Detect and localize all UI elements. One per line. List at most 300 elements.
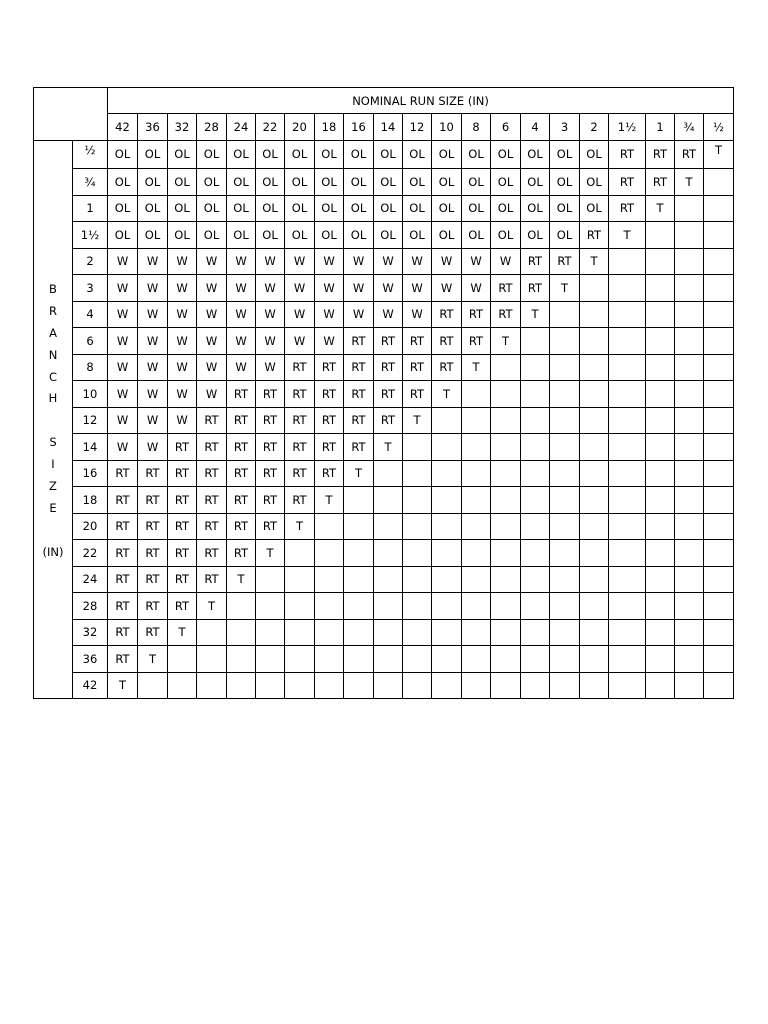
- connection-cell: RT: [285, 407, 315, 434]
- connection-cell: [609, 566, 646, 593]
- connection-cell: W: [285, 301, 315, 328]
- connection-cell: W: [138, 248, 168, 275]
- connection-cell: OL: [374, 195, 403, 222]
- connection-cell: RT: [227, 407, 256, 434]
- connection-cell: W: [315, 301, 344, 328]
- connection-cell: [675, 619, 704, 646]
- connection-cell: [491, 354, 521, 381]
- connection-cell: OL: [491, 140, 521, 169]
- run-size-header: 1: [646, 114, 675, 141]
- table-row: [34, 672, 734, 699]
- connection-cell: RT: [521, 275, 550, 302]
- connection-cell: OL: [138, 222, 168, 249]
- table-row: [34, 140, 734, 169]
- connection-cell: RT: [227, 381, 256, 408]
- connection-cell: W: [197, 301, 227, 328]
- connection-cell: RT: [108, 513, 138, 540]
- connection-cell: OL: [315, 169, 344, 196]
- connection-cell: OL: [227, 195, 256, 222]
- connection-cell: [675, 434, 704, 461]
- connection-cell: [462, 672, 491, 699]
- connection-cell: W: [197, 275, 227, 302]
- connection-cell: W: [374, 301, 403, 328]
- connection-cell: [403, 672, 432, 699]
- connection-cell: [675, 301, 704, 328]
- connection-cell: W: [168, 248, 197, 275]
- connection-cell: [197, 672, 227, 699]
- branch-label-letter: B: [49, 281, 57, 296]
- connection-cell: OL: [491, 222, 521, 249]
- connection-cell: [609, 460, 646, 487]
- connection-cell: W: [108, 434, 138, 461]
- connection-cell: RT: [374, 381, 403, 408]
- connection-cell: OL: [403, 140, 432, 169]
- table-row: [34, 195, 734, 222]
- connection-cell: [675, 275, 704, 302]
- connection-cell: [609, 434, 646, 461]
- connection-cell: W: [108, 328, 138, 355]
- connection-cell: RT: [227, 513, 256, 540]
- connection-cell: RT: [285, 487, 315, 514]
- connection-cell: OL: [432, 140, 462, 169]
- run-size-header: 28: [197, 114, 227, 141]
- connection-cell: W: [108, 407, 138, 434]
- connection-cell: OL: [197, 222, 227, 249]
- connection-cell: [675, 593, 704, 620]
- connection-cell: RT: [138, 619, 168, 646]
- connection-cell: OL: [227, 140, 256, 169]
- connection-cell: OL: [374, 169, 403, 196]
- connection-cell: OL: [256, 222, 285, 249]
- connection-cell: RT: [227, 460, 256, 487]
- connection-cell: [315, 513, 344, 540]
- connection-cell: [609, 407, 646, 434]
- branch-size-cell: ¾: [73, 169, 108, 196]
- connection-cell: [646, 460, 675, 487]
- connection-cell: [256, 619, 285, 646]
- connection-cell: RT: [227, 540, 256, 567]
- connection-cell: [580, 619, 609, 646]
- connection-cell: [675, 328, 704, 355]
- connection-cell: [285, 566, 315, 593]
- connection-cell: W: [197, 381, 227, 408]
- table-title: NOMINAL RUN SIZE (IN): [108, 88, 734, 114]
- connection-cell: RT: [138, 566, 168, 593]
- connection-cell: [704, 487, 734, 514]
- connection-cell: W: [227, 301, 256, 328]
- connection-cell: T: [609, 222, 646, 249]
- branch-size-cell: 3: [73, 275, 108, 302]
- connection-cell: RT: [315, 354, 344, 381]
- connection-cell: W: [108, 248, 138, 275]
- connection-cell: [704, 407, 734, 434]
- connection-cell: W: [168, 301, 197, 328]
- connection-cell: [609, 487, 646, 514]
- connection-cell: T: [432, 381, 462, 408]
- connection-cell: [704, 301, 734, 328]
- connection-cell: [704, 354, 734, 381]
- connection-cell: OL: [344, 222, 374, 249]
- connection-cell: [675, 195, 704, 222]
- connection-cell: [462, 407, 491, 434]
- connection-cell: [580, 328, 609, 355]
- connection-cell: RT: [285, 381, 315, 408]
- connection-cell: W: [227, 275, 256, 302]
- connection-cell: OL: [403, 195, 432, 222]
- connection-cell: [462, 460, 491, 487]
- connection-cell: [704, 672, 734, 699]
- connection-cell: OL: [550, 222, 580, 249]
- connection-cell: [521, 487, 550, 514]
- connection-cell: W: [315, 248, 344, 275]
- connection-cell: OL: [168, 140, 197, 169]
- connection-cell: [646, 672, 675, 699]
- connection-cell: [580, 540, 609, 567]
- connection-cell: OL: [403, 169, 432, 196]
- connection-cell: OL: [138, 169, 168, 196]
- connection-cell: [138, 672, 168, 699]
- connection-cell: OL: [550, 140, 580, 169]
- table-row: [34, 354, 734, 381]
- connection-cell: [197, 646, 227, 673]
- branch-label-letter: (IN): [42, 544, 64, 559]
- connection-cell: [403, 619, 432, 646]
- connection-cell: [675, 646, 704, 673]
- connection-cell: RT: [197, 566, 227, 593]
- connection-cell: OL: [462, 140, 491, 169]
- connection-cell: W: [256, 248, 285, 275]
- connection-cell: W: [168, 354, 197, 381]
- table-row: [34, 381, 734, 408]
- connection-cell: W: [256, 354, 285, 381]
- connection-cell: [704, 381, 734, 408]
- connection-cell: [580, 354, 609, 381]
- connection-cell: [285, 540, 315, 567]
- connection-cell: [462, 646, 491, 673]
- connection-cell: W: [256, 301, 285, 328]
- connection-cell: [704, 619, 734, 646]
- connection-cell: [197, 619, 227, 646]
- connection-cell: [374, 566, 403, 593]
- connection-cell: RT: [108, 460, 138, 487]
- connection-cell: T: [315, 487, 344, 514]
- connection-cell: [432, 407, 462, 434]
- connection-cell: [374, 619, 403, 646]
- branch-size-cell: 1½: [73, 222, 108, 249]
- connection-cell: [432, 619, 462, 646]
- connection-cell: W: [403, 248, 432, 275]
- connection-cell: [646, 513, 675, 540]
- connection-cell: RT: [609, 140, 646, 169]
- connection-cell: T: [227, 566, 256, 593]
- connection-cell: [462, 434, 491, 461]
- table-row: [34, 222, 734, 249]
- connection-cell: OL: [315, 195, 344, 222]
- connection-cell: W: [168, 407, 197, 434]
- connection-cell: RT: [374, 328, 403, 355]
- connection-cell: [675, 381, 704, 408]
- connection-cell: W: [108, 381, 138, 408]
- connection-cell: [432, 487, 462, 514]
- connection-cell: [344, 513, 374, 540]
- connection-cell: T: [256, 540, 285, 567]
- branch-size-label: [34, 140, 73, 699]
- connection-cell: W: [344, 301, 374, 328]
- connection-cell: [403, 487, 432, 514]
- connection-cell: RT: [285, 460, 315, 487]
- connection-cell: W: [197, 354, 227, 381]
- connection-cell: RT: [609, 169, 646, 196]
- connection-cell: RT: [108, 593, 138, 620]
- connection-cell: RT: [675, 140, 704, 169]
- connection-cell: [315, 646, 344, 673]
- branch-connection-table: [33, 87, 734, 699]
- connection-cell: [580, 593, 609, 620]
- connection-cell: [227, 619, 256, 646]
- connection-cell: RT: [108, 540, 138, 567]
- connection-cell: [521, 434, 550, 461]
- connection-cell: [315, 619, 344, 646]
- branch-label-letter: A: [49, 325, 57, 340]
- connection-cell: OL: [491, 169, 521, 196]
- table-row: [34, 487, 734, 514]
- connection-cell: [521, 672, 550, 699]
- run-size-header: 12: [403, 114, 432, 141]
- connection-cell: [491, 407, 521, 434]
- connection-cell: OL: [521, 195, 550, 222]
- connection-cell: RT: [108, 646, 138, 673]
- connection-cell: [646, 222, 675, 249]
- connection-cell: [675, 672, 704, 699]
- run-size-header: 16: [344, 114, 374, 141]
- connection-cell: RT: [138, 540, 168, 567]
- connection-cell: [550, 301, 580, 328]
- connection-cell: RT: [432, 301, 462, 328]
- connection-cell: [432, 593, 462, 620]
- connection-cell: [580, 434, 609, 461]
- connection-cell: [550, 354, 580, 381]
- connection-cell: W: [108, 354, 138, 381]
- connection-cell: RT: [256, 381, 285, 408]
- connection-cell: [550, 513, 580, 540]
- connection-cell: W: [227, 354, 256, 381]
- connection-cell: RT: [315, 381, 344, 408]
- connection-cell: RT: [344, 434, 374, 461]
- connection-cell: T: [646, 195, 675, 222]
- connection-cell: W: [138, 275, 168, 302]
- connection-cell: T: [521, 301, 550, 328]
- run-size-header: 1½: [609, 114, 646, 141]
- connection-cell: [315, 593, 344, 620]
- connection-cell: [675, 354, 704, 381]
- connection-cell: [491, 593, 521, 620]
- connection-cell: OL: [197, 195, 227, 222]
- connection-cell: W: [315, 275, 344, 302]
- connection-cell: [491, 672, 521, 699]
- connection-cell: [491, 513, 521, 540]
- branch-label-letter: [34, 520, 72, 542]
- run-size-header: 36: [138, 114, 168, 141]
- branch-size-cell: 1: [73, 195, 108, 222]
- connection-cell: [462, 381, 491, 408]
- connection-cell: [521, 566, 550, 593]
- connection-cell: [580, 487, 609, 514]
- connection-cell: W: [285, 275, 315, 302]
- connection-cell: [704, 248, 734, 275]
- connection-cell: OL: [168, 195, 197, 222]
- connection-cell: [256, 672, 285, 699]
- run-size-header: 24: [227, 114, 256, 141]
- connection-cell: [580, 275, 609, 302]
- connection-cell: RT: [138, 460, 168, 487]
- run-size-header-row: [34, 114, 734, 141]
- connection-cell: [285, 646, 315, 673]
- connection-cell: W: [197, 328, 227, 355]
- connection-cell: OL: [432, 169, 462, 196]
- connection-cell: [550, 434, 580, 461]
- connection-cell: W: [285, 248, 315, 275]
- connection-cell: [403, 434, 432, 461]
- connection-cell: [432, 513, 462, 540]
- connection-cell: [403, 460, 432, 487]
- table-row: [34, 619, 734, 646]
- connection-cell: [646, 487, 675, 514]
- connection-cell: RT: [646, 140, 675, 169]
- connection-cell: [704, 434, 734, 461]
- connection-cell: [521, 328, 550, 355]
- connection-cell: OL: [108, 195, 138, 222]
- connection-cell: [646, 328, 675, 355]
- connection-cell: OL: [580, 169, 609, 196]
- connection-cell: [550, 328, 580, 355]
- branch-label-letter: I: [51, 457, 55, 472]
- connection-cell: RT: [374, 407, 403, 434]
- run-size-header: 2: [580, 114, 609, 141]
- connection-cell: RT: [227, 487, 256, 514]
- connection-cell: [462, 513, 491, 540]
- connection-cell: [580, 381, 609, 408]
- connection-cell: [550, 566, 580, 593]
- run-size-header: 6: [491, 114, 521, 141]
- connection-cell: [344, 672, 374, 699]
- connection-cell: [704, 513, 734, 540]
- connection-cell: RT: [256, 460, 285, 487]
- connection-cell: [580, 566, 609, 593]
- connection-cell: W: [168, 381, 197, 408]
- connection-cell: T: [138, 646, 168, 673]
- connection-cell: [285, 672, 315, 699]
- connection-cell: [609, 275, 646, 302]
- connection-cell: [374, 540, 403, 567]
- connection-cell: [550, 672, 580, 699]
- connection-cell: [344, 566, 374, 593]
- connection-cell: RT: [403, 354, 432, 381]
- connection-cell: [704, 169, 734, 196]
- connection-cell: [550, 381, 580, 408]
- connection-cell: [675, 540, 704, 567]
- connection-cell: RT: [344, 381, 374, 408]
- connection-cell: OL: [462, 169, 491, 196]
- connection-cell: [285, 593, 315, 620]
- connection-cell: [580, 672, 609, 699]
- connection-cell: OL: [521, 140, 550, 169]
- table-row: [34, 301, 734, 328]
- connection-cell: RT: [197, 407, 227, 434]
- connection-cell: RT: [550, 248, 580, 275]
- connection-cell: W: [432, 275, 462, 302]
- connection-cell: [344, 619, 374, 646]
- connection-cell: RT: [197, 434, 227, 461]
- connection-cell: RT: [344, 328, 374, 355]
- connection-cell: W: [462, 275, 491, 302]
- connection-cell: RT: [168, 434, 197, 461]
- branch-size-cell: 6: [73, 328, 108, 355]
- run-size-header: 18: [315, 114, 344, 141]
- connection-cell: OL: [227, 169, 256, 196]
- connection-cell: [580, 646, 609, 673]
- connection-cell: W: [227, 248, 256, 275]
- connection-cell: OL: [462, 222, 491, 249]
- connection-cell: [256, 646, 285, 673]
- connection-cell: [675, 513, 704, 540]
- connection-cell: OL: [197, 169, 227, 196]
- connection-cell: [704, 566, 734, 593]
- connection-cell: W: [168, 328, 197, 355]
- connection-cell: [609, 593, 646, 620]
- table-row: [34, 513, 734, 540]
- connection-cell: RT: [609, 195, 646, 222]
- connection-cell: OL: [285, 169, 315, 196]
- connection-cell: OL: [344, 169, 374, 196]
- connection-cell: W: [344, 248, 374, 275]
- connection-cell: [374, 672, 403, 699]
- connection-cell: T: [197, 593, 227, 620]
- connection-cell: [580, 513, 609, 540]
- connection-cell: RT: [491, 301, 521, 328]
- connection-cell: RT: [168, 593, 197, 620]
- connection-cell: [609, 354, 646, 381]
- connection-cell: [675, 566, 704, 593]
- connection-cell: [403, 646, 432, 673]
- connection-cell: T: [704, 140, 734, 169]
- connection-cell: W: [108, 275, 138, 302]
- connection-cell: [646, 407, 675, 434]
- connection-cell: OL: [168, 169, 197, 196]
- connection-cell: RT: [197, 487, 227, 514]
- branch-label-letter: H: [48, 391, 58, 406]
- connection-cell: RT: [168, 540, 197, 567]
- connection-cell: W: [432, 248, 462, 275]
- connection-cell: [675, 248, 704, 275]
- connection-cell: [521, 646, 550, 673]
- connection-cell: OL: [462, 195, 491, 222]
- connection-cell: [646, 301, 675, 328]
- connection-cell: [550, 460, 580, 487]
- run-size-header: 10: [432, 114, 462, 141]
- connection-cell: OL: [580, 195, 609, 222]
- connection-cell: OL: [550, 169, 580, 196]
- connection-cell: W: [138, 328, 168, 355]
- connection-cell: OL: [108, 140, 138, 169]
- branch-size-cell: 22: [73, 540, 108, 567]
- connection-cell: RT: [197, 540, 227, 567]
- connection-cell: [704, 222, 734, 249]
- connection-cell: [462, 593, 491, 620]
- connection-cell: [462, 566, 491, 593]
- connection-cell: [675, 407, 704, 434]
- connection-cell: RT: [432, 354, 462, 381]
- connection-cell: T: [374, 434, 403, 461]
